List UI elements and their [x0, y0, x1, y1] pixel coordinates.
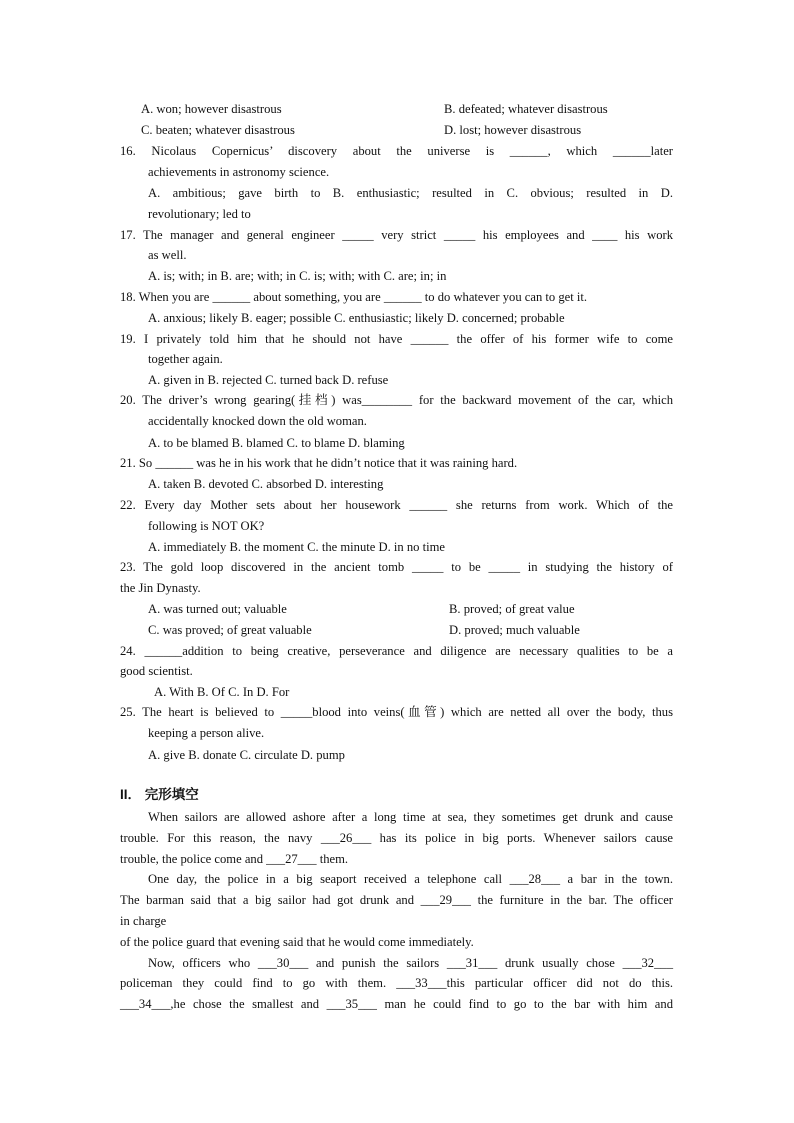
q18-options: A. anxious; likely B. eager; possible C. enthusiastic; likely D. concerned; probable: [148, 311, 565, 325]
cloze-line: policeman they could find to go with them. ___33___this particular officer did not do this.: [120, 976, 673, 990]
q20-stem-cont: accidentally knocked down the old woman.: [148, 414, 367, 428]
cloze-line: ___34___,he chose the smallest and ___35___ man he could find to go to the bar with him and: [120, 997, 673, 1011]
cloze-line: trouble. For this reason, the navy ___26___ has its police in big ports. Whenever sailors cause: [120, 831, 673, 845]
q23-stem: 23. The gold loop discovered in the ancient tomb _____ to be _____ in studying the history of: [120, 560, 673, 574]
cloze-line: in charge: [120, 914, 167, 928]
q23-option-b: B. proved; of great value: [449, 602, 575, 616]
q15-option-a: A. won; however disastrous: [141, 102, 282, 116]
q24-stem: 24. ______addition to being creative, perseverance and diligence are necessary qualities to be a: [120, 644, 673, 658]
q16-stem: 16. Nicolaus Copernicus’ discovery about the universe is ______, which ______later: [120, 144, 673, 158]
q20-options: A. to be blamed B. blamed C. to blame D. blaming: [148, 436, 405, 450]
q23-stem-cont: the Jin Dynasty.: [120, 581, 201, 595]
q21-stem: 21. So ______ was he in his work that he didn’t notice that it was raining hard.: [120, 456, 518, 470]
section-heading-cloze: II． 完形填空: [120, 787, 199, 802]
q25-options: A. give B. donate C. circulate D. pump: [148, 748, 345, 762]
q18-stem: 18. When you are ______ about something, you are ______ to do whatever you can to get it.: [120, 290, 588, 304]
q17-stem: 17. The manager and general engineer _____ very strict _____ his employees and ____ his work: [120, 228, 673, 242]
q23-option-a: A. was turned out; valuable: [148, 602, 287, 616]
q16-options: A. ambitious; gave birth to B. enthusiastic; resulted in C. obvious; resulted in D.: [148, 186, 673, 200]
cloze-line: of the police guard that evening said that he would come immediately.: [120, 935, 474, 949]
cloze-line: The barman said that a big sailor had got drunk and ___29___ the furniture in the bar. The officer: [120, 893, 673, 907]
cloze-line: trouble, the police come and ___27___ them.: [120, 852, 349, 866]
q19-options: A. given in B. rejected C. turned back D. refuse: [148, 373, 389, 387]
cloze-line: When sailors are allowed ashore after a long time at sea, they sometimes get drunk and cause: [148, 810, 673, 824]
q16-options-cont: revolutionary; led to: [148, 207, 251, 221]
q19-stem-cont: together again.: [148, 352, 223, 366]
q19-stem: 19. I privately told him that he should not have ______ the offer of his former wife to come: [120, 332, 673, 346]
q17-options: A. is; with; in B. are; with; in C. is; with; with C. are; in; in: [148, 269, 447, 283]
q15-option-b: B. defeated; whatever disastrous: [444, 102, 608, 116]
cloze-line: Now, officers who ___30___ and punish the sailors ___31___ drunk usually chose ___32___: [148, 956, 673, 970]
q24-stem-cont: good scientist.: [120, 664, 193, 678]
q23-option-d: D. proved; much valuable: [449, 623, 580, 637]
q17-stem-cont: as well.: [148, 248, 187, 262]
q25-stem: 25. The heart is believed to _____blood into veins(血管) which are netted all over the body, thus: [120, 705, 673, 719]
q22-options: A. immediately B. the moment C. the minute D. in no time: [148, 540, 445, 554]
q20-stem: 20. The driver’s wrong gearing(挂档) was________ for the backward movement of the car, which: [120, 393, 673, 407]
q22-stem: 22. Every day Mother sets about her housework ______ she returns from work. Which of the: [120, 498, 673, 512]
q15-option-c: C. beaten; whatever disastrous: [141, 123, 295, 137]
q24-options: A. With B. Of C. In D. For: [154, 685, 290, 699]
cloze-line: One day, the police in a big seaport received a telephone call ___28___ a bar in the town.: [148, 872, 673, 886]
q25-stem-cont: keeping a person alive.: [148, 726, 265, 740]
q16-stem-cont: achievements in astronomy science.: [148, 165, 330, 179]
q21-options: A. taken B. devoted C. absorbed D. interesting: [148, 477, 384, 491]
q23-option-c: C. was proved; of great valuable: [148, 623, 312, 637]
q15-option-d: D. lost; however disastrous: [444, 123, 582, 137]
q22-stem-cont: following is NOT OK?: [148, 519, 265, 533]
